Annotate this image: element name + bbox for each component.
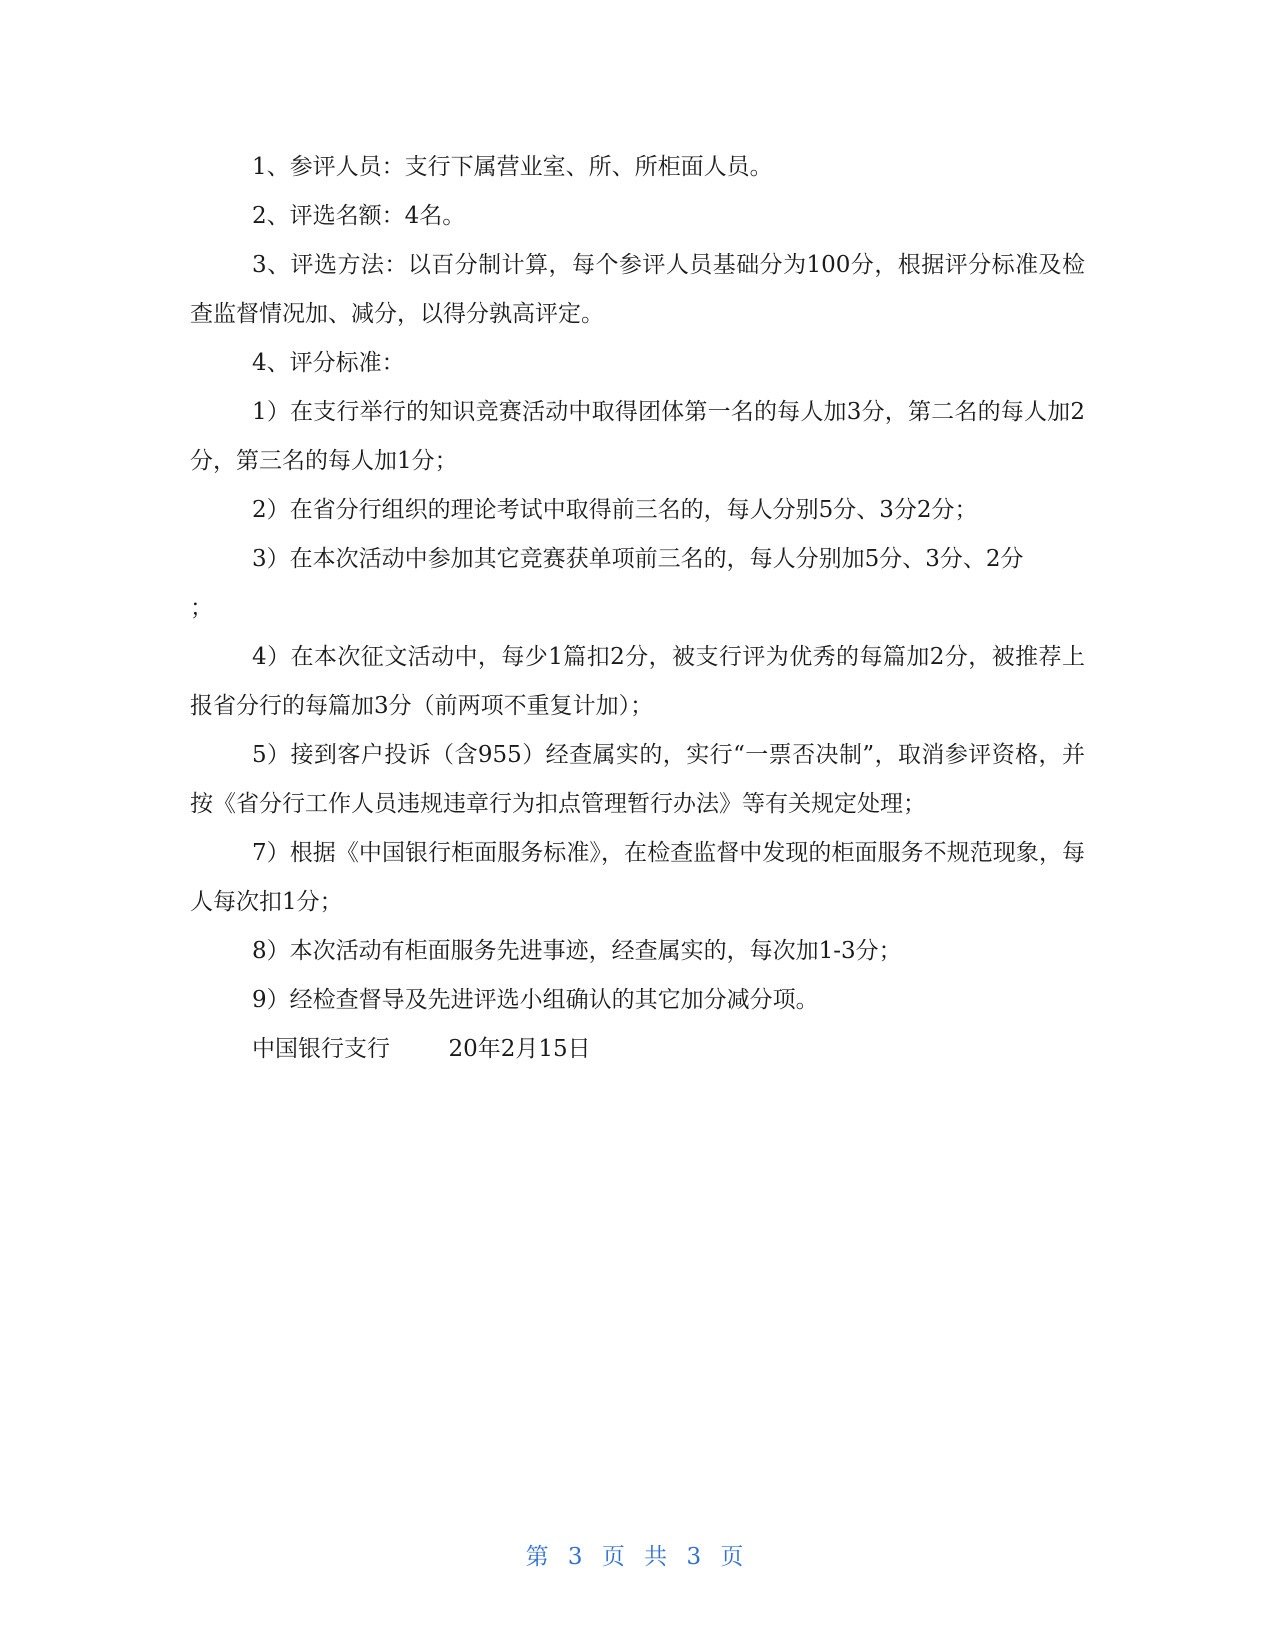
paragraph-quota: 2、评选名额：4名。 [252, 203, 466, 229]
paragraph-criterion-5: 5）接到客户投诉（含955）经查属实的，实行“一票否决制”，取消参评资格，并按《省分行工作人员违规违章行为扣点管理暂行办法》等有关规定处理； [190, 742, 1085, 817]
signature-line: 中国银行支行 20年2月15日 [252, 1036, 591, 1062]
paragraph-criterion-4: 4）在本次征文活动中，每少1篇扣2分，被支行评为优秀的每篇加2分，被推荐上报省分行的每篇加3分（前两项不重复计加）； [190, 644, 1085, 719]
page-number-footer: 第 3 页 共 3 页 [525, 1544, 750, 1570]
document-body [190, 143, 1085, 1074]
paragraph-criteria-heading: 4、评分标准： [252, 350, 405, 376]
paragraph-criterion-8: 8）本次活动有柜面服务先进事迹，经查属实的，每次加1-3分； [252, 938, 902, 964]
paragraph-participants: 1、参评人员：支行下属营业室、所、所柜面人员。 [252, 154, 773, 180]
paragraph-method: 3、评选方法：以百分制计算，每个参评人员基础分为100分，根据评分标准及检查监督情况加、减分，以得分孰高评定。 [190, 252, 1085, 327]
paragraph-criterion-7: 7）根据《中国银行柜面服务标准》，在检查监督中发现的柜面服务不规范现象，每人每次扣1分； [190, 840, 1085, 915]
paragraph-criterion-3: 3）在本次活动中参加其它竞赛获单项前三名的，每人分别加5分、3分、2分 ； [190, 546, 1024, 621]
paragraph-criterion-2: 2）在省分行组织的理论考试中取得前三名的，每人分别5分、3分2分； [252, 497, 978, 523]
paragraph-criterion-1: 1）在支行举行的知识竞赛活动中取得团体第一名的每人加3分，第二名的每人加2分，第三名的每人加1分； [190, 399, 1085, 474]
paragraph-criterion-9: 9）经检查督导及先进评选小组确认的其它加分减分项。 [252, 987, 819, 1013]
